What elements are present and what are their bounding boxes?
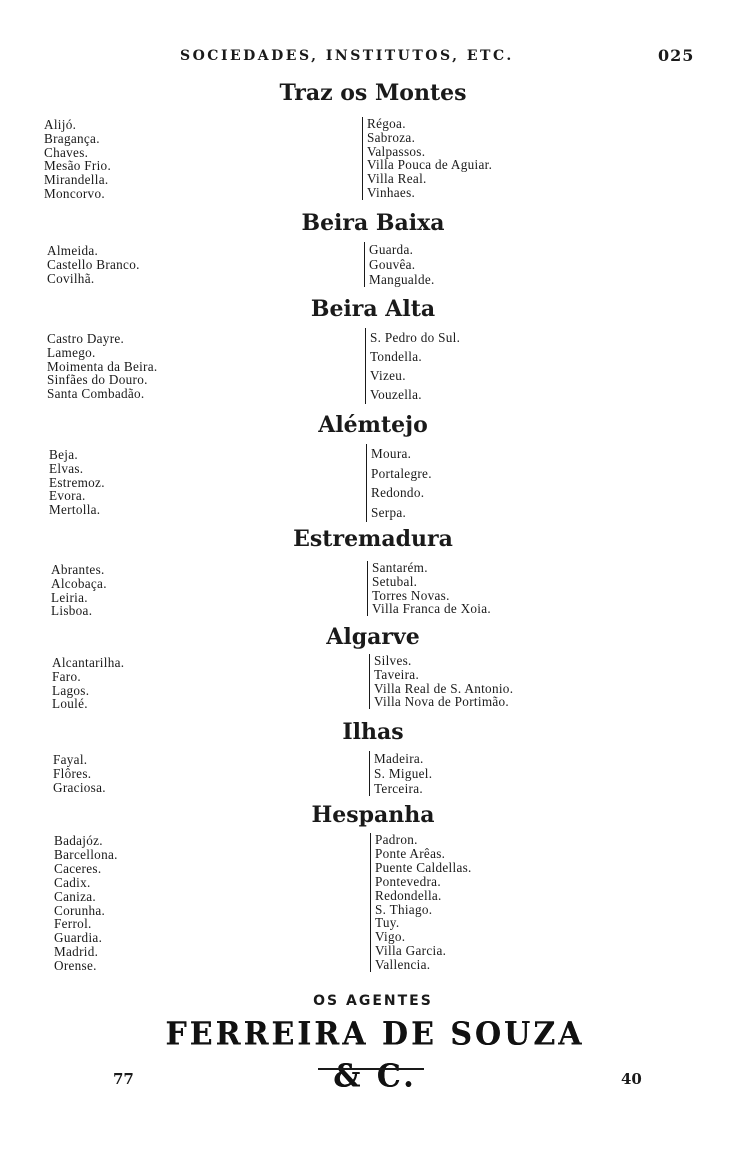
town: Loulé. [52,696,88,712]
town: Serpa. [371,504,407,520]
town: Terceira. [374,781,423,796]
town: Bragança. [44,130,100,146]
towns-right-beira-alta [365,328,460,404]
town: Madeira. [374,751,424,766]
region-title-alemtejo: Alémtejo [318,412,428,438]
town: Graciosa. [53,779,106,795]
town: Sabroza. [367,129,416,145]
town: Evora. [49,488,86,504]
town: Torres Novas. [372,587,450,603]
town: Moura. [371,446,412,461]
town: Orense. [54,958,97,974]
towns-left-ilhas [53,753,106,794]
town: Sinfães do Douro. [47,372,148,388]
town: Caniza. [54,888,97,904]
town: Mertolla. [49,502,101,518]
towns-right-hespanha [370,833,472,972]
region-title-beira-alta: Beira Alta [310,296,436,322]
town: Ferrol. [54,916,92,932]
town: Beja. [49,447,78,462]
town: Ponte Arêas. [375,845,446,861]
town: Flôres. [53,765,92,781]
towns-right-beira-baixa [364,242,435,287]
town: Estremoz. [49,474,105,490]
town: Vouzella. [370,387,422,402]
town: Régoa. [367,116,406,131]
town: Villa Nova de Portimão. [374,694,510,710]
agents-label: OS AGENTES [313,993,433,1009]
running-head: SOCIEDADES, INSTITUTOS, ETC. [180,48,514,64]
towns-right-ilhas [369,751,432,796]
town: Villa Real de S. Antonio. [374,680,514,696]
agents-firm-name: FERREIRA DE SOUZA & C. [165,1016,585,1095]
towns-right-traz-os-montes [362,117,492,200]
town: Cadix. [54,874,91,890]
town: Lisboa. [51,603,93,619]
town: Valpassos. [367,143,426,159]
town: Leiria. [51,589,88,605]
town: Alijó. [44,117,77,132]
town: Portalegre. [371,465,432,481]
region-title-traz-os-montes: Traz os Montes [279,80,467,106]
town: Taveira. [374,666,420,682]
town: Gouvêa. [369,257,416,272]
town: Villa Franca de Xoia. [372,601,492,617]
town: S. Miguel. [374,766,433,781]
town: Vizeu. [370,368,406,383]
towns-right-estremadura [367,561,491,616]
town: Mirandella. [44,172,109,188]
town: Fayal. [53,752,88,767]
towns-right-alemtejo [366,444,432,522]
towns-left-traz-os-montes [44,118,111,201]
towns-left-hespanha [54,834,118,973]
town: Lamego. [47,344,96,360]
town: Caceres. [54,860,102,876]
town: Mangualde. [369,272,435,287]
town: Vallencia. [375,957,431,973]
town: Villa Garcia. [375,943,447,959]
region-title-beira-baixa: Beira Baixa [301,210,445,236]
town: Alcantarilha. [52,655,125,670]
town: Guarda. [369,242,414,257]
town: Castello Branco. [47,256,140,272]
town: Corunha. [54,902,106,918]
town: Setubal. [372,573,418,589]
towns-right-algarve [369,654,513,709]
town: Tuy. [375,915,400,931]
town: Alcobaça. [51,575,107,591]
town: Elvas. [49,460,84,476]
signature-mark-left: 77 [113,1070,134,1088]
town: Padron. [375,832,418,847]
signature-mark-right: 40 [621,1070,642,1088]
town: Redondo. [371,485,425,500]
town: Santarém. [372,560,428,575]
region-title-estremadura: Estremadura [293,526,453,552]
town: Moimenta da Beira. [47,358,158,374]
town: Villa Pouca de Aguiar. [367,157,493,173]
region-title-algarve: Algarve [326,624,420,650]
region-title-ilhas: Ilhas [342,719,404,745]
town: Redondella. [375,887,442,903]
page-number: 025 [658,46,695,65]
towns-left-beira-baixa [47,244,140,285]
town: Lagos. [52,682,90,698]
town: Chaves. [44,144,89,160]
town: Covilhã. [47,270,95,286]
town: Guardia. [54,930,103,946]
town: Villa Real. [367,171,427,187]
region-title-hespanha: Hespanha [311,802,435,828]
town: Abrantes. [51,562,105,577]
town: Barcellona. [54,846,118,862]
town: Puente Caldellas. [375,859,472,875]
town: Pontevedra. [375,873,441,889]
town: Silves. [374,653,412,668]
town: Madrid. [54,944,99,960]
town: Faro. [52,668,81,684]
towns-left-algarve [52,656,124,711]
town: Tondella. [370,349,422,364]
town: Castro Dayre. [47,331,125,346]
town: Moncorvo. [44,185,105,201]
town: Vinhaes. [367,184,416,200]
town: S. Pedro do Sul. [370,330,461,345]
town: Almeida. [47,243,99,258]
town: S. Thiago. [375,901,433,917]
towns-left-alemtejo [49,448,105,517]
divider-rule [318,1068,424,1070]
town: Mesão Frio. [44,158,112,174]
towns-left-estremadura [51,563,107,618]
town: Santa Combadão. [47,386,145,402]
towns-left-beira-alta [47,332,158,401]
town: Vigo. [375,929,406,945]
town: Badajóz. [54,833,103,848]
